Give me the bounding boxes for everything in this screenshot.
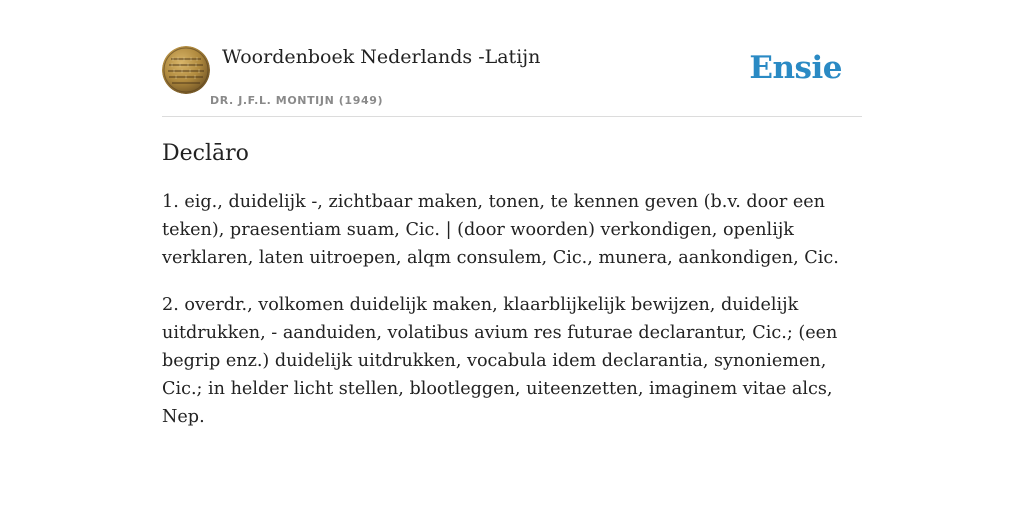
entry-headword: Declāro bbox=[162, 141, 249, 166]
ensie-logo[interactable]: Ensie bbox=[749, 50, 842, 86]
definition-1: 1. eig., duidelijk -, zichtbaar maken, tonen, te kennen geven (b.v. door een teken), praesentiam suam, Cic. | (door woorden) verkondigen, openlijk verklaren, laten uitroepen, alqm consulem, Cic., munera, aankondigen, Cic. bbox=[162, 192, 839, 268]
definition-2: 2. overdr., volkomen duidelijk maken, klaarblijkelijk bewijzen, duidelijk uitdrukken, - aanduiden, volatibus avium res futurae declarantur, Cic.; (een begrip enz.) duidelijk uitdrukken, vocabula idem declarantia, synoniemen, Cic.; in helder licht stellen, blootleggen, uiteenzetten, imaginem vitae alcs, Nep. bbox=[162, 295, 838, 427]
dictionary-entry bbox=[162, 138, 862, 450]
dictionary-author: DR. J.F.L. MONTIJN (1949) bbox=[210, 94, 384, 107]
dictionary-title[interactable]: Woordenboek Nederlands -Latijn bbox=[222, 46, 541, 68]
latin-inscription-coin-icon[interactable] bbox=[162, 46, 210, 94]
dictionary-header bbox=[162, 40, 862, 117]
